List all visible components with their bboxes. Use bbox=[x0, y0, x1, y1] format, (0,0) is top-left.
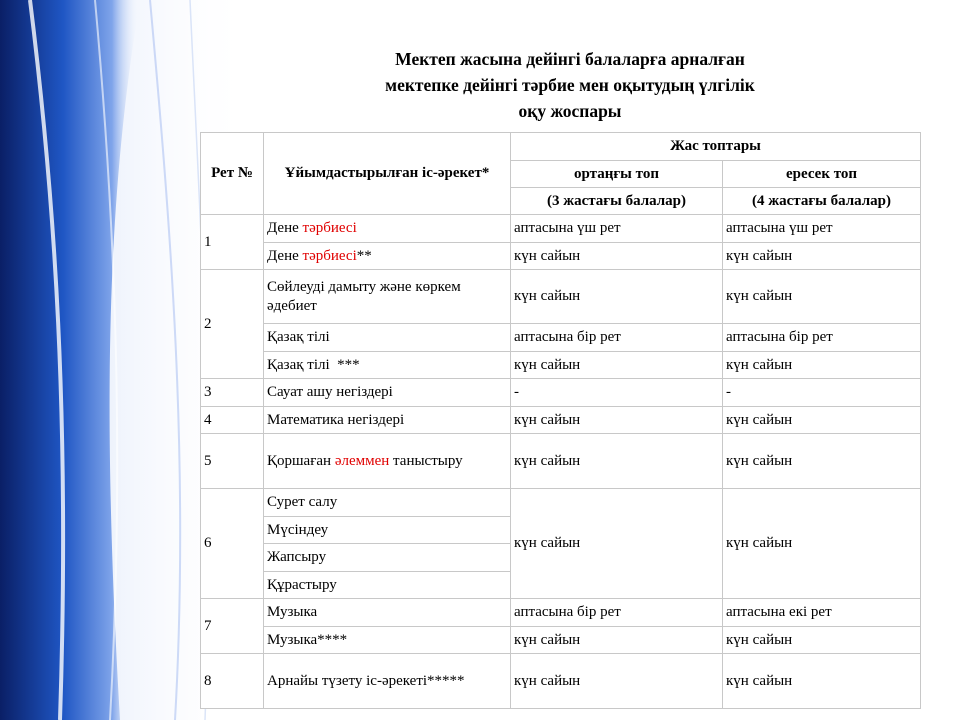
senior-group-cell: күн сайын bbox=[723, 627, 921, 654]
middle-group-cell: күн сайын bbox=[511, 407, 723, 434]
table-row bbox=[201, 489, 921, 517]
senior-group-cell: аптасына екі рет bbox=[723, 599, 921, 627]
senior-group-cell: күн сайын bbox=[723, 352, 921, 379]
middle-group-cell: күн сайын bbox=[511, 434, 723, 489]
activity-cell: Қазақ тілі bbox=[264, 324, 511, 352]
row-number: 8 bbox=[201, 654, 264, 709]
table-row bbox=[201, 352, 921, 379]
row-number: 2 bbox=[201, 270, 264, 379]
middle-group-cell: күн сайын bbox=[511, 352, 723, 379]
header-senior-group: ересек топ bbox=[723, 161, 921, 188]
table-row bbox=[201, 270, 921, 324]
senior-group-cell: күн сайын bbox=[723, 434, 921, 489]
activity-cell: Мүсіндеу bbox=[264, 517, 511, 544]
senior-group-cell: күн сайын bbox=[723, 654, 921, 709]
activity-cell: Сөйлеуді дамыту және көркем әдебиет bbox=[264, 270, 511, 324]
senior-group-cell: аптасына бір рет bbox=[723, 324, 921, 352]
table-row bbox=[201, 324, 921, 352]
senior-group-cell: күн сайын bbox=[723, 270, 921, 324]
activity-cell: Қазақ тілі *** bbox=[264, 352, 511, 379]
row-number: 5 bbox=[201, 434, 264, 489]
activity-cell: Музыка**** bbox=[264, 627, 511, 654]
header-row bbox=[201, 133, 921, 161]
title-line-2: мектепке дейінгі тәрбие мен оқытудың үлгілік bbox=[385, 75, 755, 95]
row-number: 6 bbox=[201, 489, 264, 599]
activity-cell: Сурет салу bbox=[264, 489, 511, 517]
header-age-groups: Жас топтары bbox=[511, 133, 921, 161]
activity-cell: Арнайы түзету іс-әрекеті***** bbox=[264, 654, 511, 709]
senior-group-cell: күн сайын bbox=[723, 489, 921, 599]
activity-highlight: тәрбиесі bbox=[302, 247, 357, 264]
middle-group-cell: аптасына бір рет bbox=[511, 599, 723, 627]
curriculum-table bbox=[200, 132, 921, 709]
activity-highlight: тәрбиесі bbox=[302, 220, 357, 236]
header-activity: Ұйымдастырылған іс-әрекет* bbox=[264, 133, 511, 215]
activity-cell: Жапсыру bbox=[264, 544, 511, 572]
table-row bbox=[201, 654, 921, 709]
row-number: 1 bbox=[201, 215, 264, 270]
document-title bbox=[330, 46, 810, 124]
header-senior-age: (4 жастағы балалар) bbox=[723, 188, 921, 215]
middle-group-cell: - bbox=[511, 379, 723, 407]
activity-cell: Музыка bbox=[264, 599, 511, 627]
row-number: 3 bbox=[201, 379, 264, 407]
middle-group-cell: күн сайын bbox=[511, 243, 723, 270]
senior-group-cell: аптасына үш рет bbox=[723, 215, 921, 243]
activity-cell: Дене тәрбиесі bbox=[264, 215, 511, 243]
middle-group-cell: аптасына үш рет bbox=[511, 215, 723, 243]
table-row bbox=[201, 434, 921, 489]
table-row bbox=[201, 243, 921, 270]
senior-group-cell: күн сайын bbox=[723, 243, 921, 270]
table-row bbox=[201, 599, 921, 627]
middle-group-cell: күн сайын bbox=[511, 489, 723, 599]
header-middle-age: (3 жастағы балалар) bbox=[511, 188, 723, 215]
middle-group-cell: күн сайын bbox=[511, 654, 723, 709]
activity-cell: Математика негіздері bbox=[264, 407, 511, 434]
activity-cell: Сауат ашу негіздері bbox=[264, 379, 511, 407]
table-row bbox=[201, 215, 921, 243]
table-row bbox=[201, 627, 921, 654]
activity-cell: Дене тәрбиесі** bbox=[264, 243, 511, 270]
activity-cell: Қоршаған әлеммен таныстыру bbox=[264, 434, 511, 489]
row-number: 4 bbox=[201, 407, 264, 434]
header-num: Рет № bbox=[201, 133, 264, 215]
middle-group-cell: күн сайын bbox=[511, 270, 723, 324]
middle-group-cell: аптасына бір рет bbox=[511, 324, 723, 352]
row-number: 7 bbox=[201, 599, 264, 654]
title-line-1: Мектеп жасына дейінгі балаларға арналған bbox=[395, 49, 745, 69]
activity-highlight: әлеммен bbox=[334, 452, 390, 469]
middle-group-cell: күн сайын bbox=[511, 627, 723, 654]
header-middle-group: ортаңғы топ bbox=[511, 161, 723, 188]
senior-group-cell: күн сайын bbox=[723, 407, 921, 434]
senior-group-cell: - bbox=[723, 379, 921, 407]
title-line-3: оқу жоспары bbox=[518, 101, 622, 121]
table-row bbox=[201, 379, 921, 407]
activity-cell: Құрастыру bbox=[264, 572, 511, 599]
table-row bbox=[201, 407, 921, 434]
